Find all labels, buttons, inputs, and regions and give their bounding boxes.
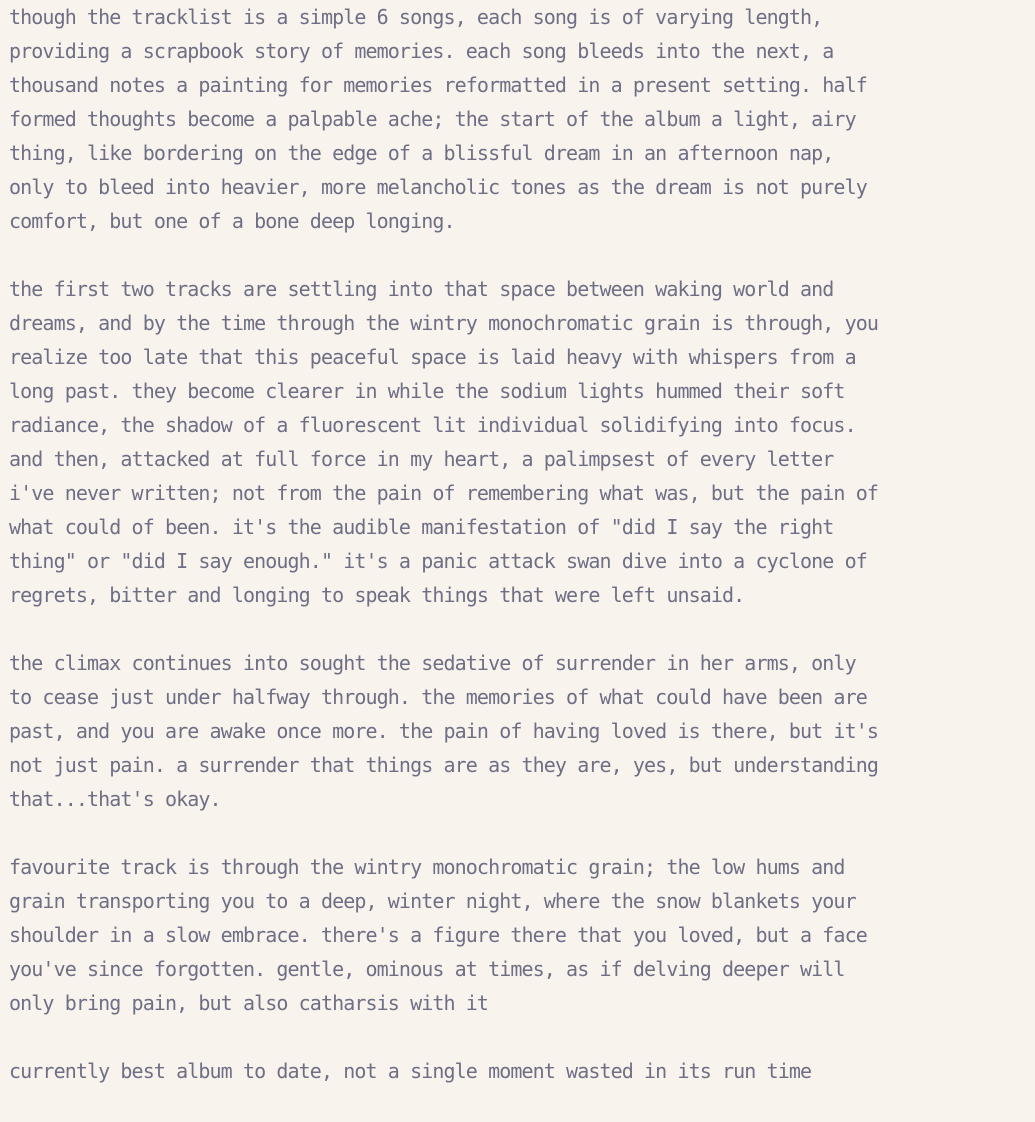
review-paragraph-4 (9, 850, 1033, 1020)
text-line: thing" or "did I say enough." it's a panic attack swan dive into a cyclone of (9, 549, 867, 573)
text-line: thousand notes a painting for memories reformatted in a present setting. half (9, 73, 867, 97)
text-line: you've since forgotten. gentle, ominous at times, as if delving deeper will (9, 957, 845, 981)
text-line: only to bleed into heavier, more melancholic tones as the dream is not purely (9, 175, 867, 199)
text-line: only bring pain, but also catharsis with it (9, 991, 489, 1015)
text-line: long past. they become clearer in while the sodium lights hummed their soft (9, 379, 845, 403)
text-line: what could of been. it's the audible manifestation of "did I say the right (9, 515, 834, 539)
text-line: realize too late that this peaceful space is laid heavy with whispers from a (9, 345, 856, 369)
review-paragraph-1 (9, 0, 1033, 238)
text-line: to cease just under halfway through. the memories of what could have been are (9, 685, 867, 709)
text-line: grain transporting you to a deep, winter night, where the snow blankets your (9, 889, 856, 913)
text-line: the climax continues into sought the sedative of surrender in her arms, only (9, 651, 856, 675)
review-paragraph-3 (9, 646, 1033, 816)
text-line: formed thoughts become a palpable ache; the start of the album a light, airy (9, 107, 856, 131)
text-line: regrets, bitter and longing to speak things that were left unsaid. (9, 583, 745, 607)
review-text (9, 0, 1033, 1122)
text-line: thing, like bordering on the edge of a blissful dream in an afternoon nap, (9, 141, 834, 165)
text-line: and then, attacked at full force in my heart, a palimpsest of every letter (9, 447, 834, 471)
text-line: favourite track is through the wintry monochromatic grain; the low hums and (9, 855, 845, 879)
text-line: currently best album to date, not a single moment wasted in its run time (9, 1059, 812, 1083)
review-paragraph-2 (9, 272, 1033, 612)
text-line: past, and you are awake once more. the pain of having loved is there, but it's (9, 719, 878, 743)
text-line: comfort, but one of a bone deep longing. (9, 209, 455, 233)
text-line: providing a scrapbook story of memories. each song bleeds into the next, a (9, 39, 834, 63)
text-line: that...that's okay. (9, 787, 221, 811)
review-paragraph-5 (9, 1054, 1033, 1088)
text-line: though the tracklist is a simple 6 songs, each song is of varying length, (9, 5, 823, 29)
text-line: not just pain. a surrender that things are as they are, yes, but understanding (9, 753, 878, 777)
text-line: the first two tracks are settling into that space between waking world and (9, 277, 834, 301)
text-line: radiance, the shadow of a fluorescent lit individual solidifying into focus. (9, 413, 856, 437)
text-line: dreams, and by the time through the wintry monochromatic grain is through, you (9, 311, 878, 335)
text-line: i've never written; not from the pain of remembering what was, but the pain of (9, 481, 878, 505)
text-line: shoulder in a slow embrace. there's a figure there that you loved, but a face (9, 923, 867, 947)
